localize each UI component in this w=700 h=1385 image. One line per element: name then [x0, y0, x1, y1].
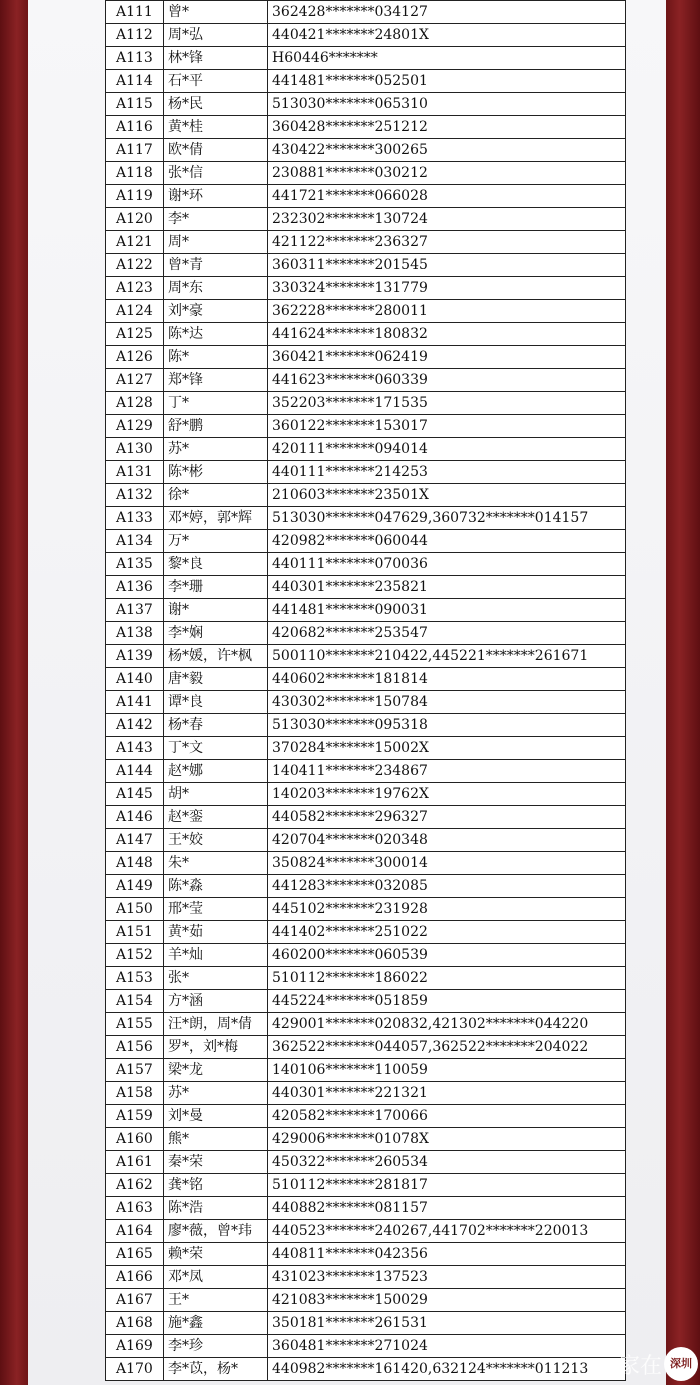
- cell-code: A158: [106, 1082, 164, 1105]
- cell-id-number: 440111*******070036: [268, 553, 626, 576]
- cell-id-number: 440811*******042356: [268, 1243, 626, 1266]
- table-row: [106, 277, 626, 300]
- cell-code: A127: [106, 369, 164, 392]
- cell-code: A170: [106, 1358, 164, 1381]
- cell-name: 龚*铭: [164, 1174, 268, 1197]
- cell-id-number: 441721*******066028: [268, 185, 626, 208]
- cell-code: A140: [106, 668, 164, 691]
- cell-id-number: 440982*******161420,632124*******011213: [268, 1358, 626, 1381]
- cell-id-number: 441481*******052501: [268, 70, 626, 93]
- cell-id-number: 352203*******171535: [268, 392, 626, 415]
- cell-id-number: 430302*******150784: [268, 691, 626, 714]
- table-row: [106, 461, 626, 484]
- cell-code: A143: [106, 737, 164, 760]
- cell-code: A121: [106, 231, 164, 254]
- table-row: [106, 875, 626, 898]
- cell-id-number: 440602*******181814: [268, 668, 626, 691]
- cell-code: A144: [106, 760, 164, 783]
- cell-code: A112: [106, 24, 164, 47]
- cell-name: 杨*民: [164, 93, 268, 116]
- cell-name: 欧*倩: [164, 139, 268, 162]
- table-row: [106, 392, 626, 415]
- cell-name: 陈*: [164, 346, 268, 369]
- cell-code: A138: [106, 622, 164, 645]
- cell-id-number: 445224*******051859: [268, 990, 626, 1013]
- cell-name: 郑*锋: [164, 369, 268, 392]
- table-row: [106, 70, 626, 93]
- cell-id-number: 440882*******081157: [268, 1197, 626, 1220]
- cell-code: A156: [106, 1036, 164, 1059]
- table-row: [106, 668, 626, 691]
- cell-code: A135: [106, 553, 164, 576]
- cell-id-number: H60446*******: [268, 47, 626, 70]
- cell-code: A160: [106, 1128, 164, 1151]
- table-row: [106, 898, 626, 921]
- cell-name: 熊*: [164, 1128, 268, 1151]
- cell-id-number: 140203*******19762X: [268, 783, 626, 806]
- cell-id-number: 513030*******047629,360732*******014157: [268, 507, 626, 530]
- table-row: [106, 415, 626, 438]
- cell-name: 陈*淼: [164, 875, 268, 898]
- cell-name: 丁*文: [164, 737, 268, 760]
- cell-code: A124: [106, 300, 164, 323]
- cell-id-number: 429001*******020832,421302*******044220: [268, 1013, 626, 1036]
- cell-code: A133: [106, 507, 164, 530]
- cell-id-number: 430422*******300265: [268, 139, 626, 162]
- cell-name: 羊*灿: [164, 944, 268, 967]
- table-row: [106, 1059, 626, 1082]
- cell-id-number: 360421*******062419: [268, 346, 626, 369]
- table-row: [106, 1335, 626, 1358]
- cell-name: 梁*龙: [164, 1059, 268, 1082]
- table-row: [106, 231, 626, 254]
- cell-name: 廖*薇，曾*玮: [164, 1220, 268, 1243]
- cell-name: 张*信: [164, 162, 268, 185]
- cell-code: A119: [106, 185, 164, 208]
- cell-id-number: 420704*******020348: [268, 829, 626, 852]
- cell-id-number: 330324*******131779: [268, 277, 626, 300]
- table-row: [106, 645, 626, 668]
- cell-name: 朱*: [164, 852, 268, 875]
- table-row: [106, 530, 626, 553]
- cell-name: 秦*荣: [164, 1151, 268, 1174]
- table-row: [106, 438, 626, 461]
- table-row: [106, 944, 626, 967]
- cell-id-number: 232302*******130724: [268, 208, 626, 231]
- cell-code: A136: [106, 576, 164, 599]
- cell-name: 曾*青: [164, 254, 268, 277]
- cell-code: A141: [106, 691, 164, 714]
- table-row: [106, 1197, 626, 1220]
- cell-code: A130: [106, 438, 164, 461]
- cell-name: 胡*: [164, 783, 268, 806]
- table-row: [106, 1174, 626, 1197]
- cell-id-number: 513030*******065310: [268, 93, 626, 116]
- table-row: [106, 1358, 626, 1381]
- cell-code: A114: [106, 70, 164, 93]
- cell-name: 汪*朗，周*倩: [164, 1013, 268, 1036]
- cell-name: 林*锋: [164, 47, 268, 70]
- table-row: [106, 1105, 626, 1128]
- right-frame-border: [666, 0, 700, 1385]
- cell-code: A115: [106, 93, 164, 116]
- cell-name: 杨*媛，许*枫: [164, 645, 268, 668]
- cell-code: A157: [106, 1059, 164, 1082]
- cell-id-number: 441402*******251022: [268, 921, 626, 944]
- cell-id-number: 500110*******210422,445221*******261671: [268, 645, 626, 668]
- cell-id-number: 431023*******137523: [268, 1266, 626, 1289]
- cell-name: 陈*达: [164, 323, 268, 346]
- cell-name: 徐*: [164, 484, 268, 507]
- cell-id-number: 350824*******300014: [268, 852, 626, 875]
- table-row: [106, 369, 626, 392]
- cell-code: A137: [106, 599, 164, 622]
- cell-code: A164: [106, 1220, 164, 1243]
- cell-name: 张*: [164, 967, 268, 990]
- cell-code: A122: [106, 254, 164, 277]
- cell-code: A167: [106, 1289, 164, 1312]
- table-row: [106, 484, 626, 507]
- cell-name: 罗*，刘*梅: [164, 1036, 268, 1059]
- cell-code: A161: [106, 1151, 164, 1174]
- table-row: [106, 1036, 626, 1059]
- cell-code: A154: [106, 990, 164, 1013]
- cell-id-number: 440111*******214253: [268, 461, 626, 484]
- cell-code: A168: [106, 1312, 164, 1335]
- cell-id-number: 421083*******150029: [268, 1289, 626, 1312]
- cell-id-number: 360122*******153017: [268, 415, 626, 438]
- watermark-badge: 深圳: [664, 1347, 698, 1381]
- cell-id-number: 140106*******110059: [268, 1059, 626, 1082]
- cell-name: 舒*鹏: [164, 415, 268, 438]
- cell-id-number: 230881*******030212: [268, 162, 626, 185]
- cell-name: 黄*桂: [164, 116, 268, 139]
- cell-name: 施*鑫: [164, 1312, 268, 1335]
- cell-code: A123: [106, 277, 164, 300]
- cell-code: A111: [106, 1, 164, 24]
- cell-code: A159: [106, 1105, 164, 1128]
- cell-name: 石*平: [164, 70, 268, 93]
- cell-name: 邓*凤: [164, 1266, 268, 1289]
- cell-id-number: 362228*******280011: [268, 300, 626, 323]
- cell-id-number: 420982*******060044: [268, 530, 626, 553]
- left-frame-border: [0, 0, 28, 1385]
- table-row: [106, 1, 626, 24]
- cell-name: 谢*: [164, 599, 268, 622]
- cell-id-number: 360481*******271024: [268, 1335, 626, 1358]
- cell-name: 刘*曼: [164, 1105, 268, 1128]
- cell-name: 赖*荣: [164, 1243, 268, 1266]
- table-row: [106, 760, 626, 783]
- cell-id-number: 440301*******221321: [268, 1082, 626, 1105]
- cell-code: A126: [106, 346, 164, 369]
- cell-id-number: 440301*******235821: [268, 576, 626, 599]
- table-row: [106, 162, 626, 185]
- cell-name: 苏*: [164, 438, 268, 461]
- table-row: [106, 553, 626, 576]
- cell-name: 黄*茹: [164, 921, 268, 944]
- table-row: [106, 1266, 626, 1289]
- cell-id-number: 440421*******24801X: [268, 24, 626, 47]
- table-row: [106, 300, 626, 323]
- cell-code: A155: [106, 1013, 164, 1036]
- cell-code: A148: [106, 852, 164, 875]
- cell-name: 李*珊: [164, 576, 268, 599]
- table-row: [106, 852, 626, 875]
- cell-id-number: 441623*******060339: [268, 369, 626, 392]
- cell-name: 赵*娜: [164, 760, 268, 783]
- cell-code: A128: [106, 392, 164, 415]
- cell-id-number: 441481*******090031: [268, 599, 626, 622]
- cell-name: 方*涵: [164, 990, 268, 1013]
- cell-code: A152: [106, 944, 164, 967]
- cell-code: A142: [106, 714, 164, 737]
- cell-name: 李*娴: [164, 622, 268, 645]
- cell-id-number: 440523*******240267,441702*******220013: [268, 1220, 626, 1243]
- lottery-result-table: [105, 0, 626, 1381]
- cell-name: 陈*浩: [164, 1197, 268, 1220]
- cell-code: A146: [106, 806, 164, 829]
- table-row: [106, 116, 626, 139]
- cell-code: A125: [106, 323, 164, 346]
- cell-name: 周*东: [164, 277, 268, 300]
- site-watermark: [618, 1347, 698, 1381]
- cell-code: A113: [106, 47, 164, 70]
- cell-name: 邢*莹: [164, 898, 268, 921]
- table-row: [106, 990, 626, 1013]
- cell-id-number: 360311*******201545: [268, 254, 626, 277]
- cell-code: A149: [106, 875, 164, 898]
- cell-id-number: 421122*******236327: [268, 231, 626, 254]
- cell-id-number: 350181*******261531: [268, 1312, 626, 1335]
- table-row: [106, 1289, 626, 1312]
- cell-name: 陈*彬: [164, 461, 268, 484]
- cell-id-number: 420682*******253547: [268, 622, 626, 645]
- table-row: [106, 346, 626, 369]
- table-row: [106, 1082, 626, 1105]
- cell-code: A162: [106, 1174, 164, 1197]
- table-row: [106, 1243, 626, 1266]
- table-row: [106, 1128, 626, 1151]
- cell-id-number: 445102*******231928: [268, 898, 626, 921]
- cell-code: A163: [106, 1197, 164, 1220]
- cell-code: A147: [106, 829, 164, 852]
- cell-id-number: 362428*******034127: [268, 1, 626, 24]
- cell-code: A166: [106, 1266, 164, 1289]
- cell-code: A129: [106, 415, 164, 438]
- cell-id-number: 510112*******186022: [268, 967, 626, 990]
- cell-code: A131: [106, 461, 164, 484]
- cell-name: 曾*: [164, 1, 268, 24]
- cell-name: 王*: [164, 1289, 268, 1312]
- cell-id-number: 441283*******032085: [268, 875, 626, 898]
- cell-id-number: 460200*******060539: [268, 944, 626, 967]
- cell-id-number: 370284*******15002X: [268, 737, 626, 760]
- cell-code: A169: [106, 1335, 164, 1358]
- table-row: [106, 185, 626, 208]
- cell-name: 黎*良: [164, 553, 268, 576]
- table-row: [106, 829, 626, 852]
- table-row: [106, 1013, 626, 1036]
- cell-id-number: 360428*******251212: [268, 116, 626, 139]
- table-row: [106, 47, 626, 70]
- cell-name: 丁*: [164, 392, 268, 415]
- cell-name: 李*: [164, 208, 268, 231]
- cell-name: 谭*良: [164, 691, 268, 714]
- table-row: [106, 323, 626, 346]
- table-row: [106, 737, 626, 760]
- cell-name: 李*苡，杨*: [164, 1358, 268, 1381]
- cell-code: A150: [106, 898, 164, 921]
- cell-code: A153: [106, 967, 164, 990]
- cell-id-number: 210603*******23501X: [268, 484, 626, 507]
- cell-name: 李*珍: [164, 1335, 268, 1358]
- table-row: [106, 24, 626, 47]
- table-row: [106, 139, 626, 162]
- cell-name: 邓*婷，郭*辉: [164, 507, 268, 530]
- table-row: [106, 254, 626, 277]
- cell-id-number: 420111*******094014: [268, 438, 626, 461]
- cell-id-number: 420582*******170066: [268, 1105, 626, 1128]
- cell-id-number: 450322*******260534: [268, 1151, 626, 1174]
- table-row: [106, 599, 626, 622]
- cell-id-number: 513030*******095318: [268, 714, 626, 737]
- cell-id-number: 429006*******01078X: [268, 1128, 626, 1151]
- cell-name: 杨*春: [164, 714, 268, 737]
- cell-code: A132: [106, 484, 164, 507]
- cell-name: 王*姣: [164, 829, 268, 852]
- cell-code: A165: [106, 1243, 164, 1266]
- table-row: [106, 93, 626, 116]
- table-row: [106, 1151, 626, 1174]
- cell-name: 刘*豪: [164, 300, 268, 323]
- table-row: [106, 691, 626, 714]
- table-row: [106, 783, 626, 806]
- cell-code: A118: [106, 162, 164, 185]
- cell-code: A117: [106, 139, 164, 162]
- cell-name: 周*: [164, 231, 268, 254]
- cell-name: 唐*毅: [164, 668, 268, 691]
- table-row: [106, 921, 626, 944]
- cell-name: 周*弘: [164, 24, 268, 47]
- cell-name: 万*: [164, 530, 268, 553]
- cell-name: 赵*銮: [164, 806, 268, 829]
- table-container: [105, 0, 625, 1381]
- cell-id-number: 510112*******281817: [268, 1174, 626, 1197]
- table-row: [106, 622, 626, 645]
- table-row: [106, 1220, 626, 1243]
- table-row: [106, 576, 626, 599]
- cell-id-number: 441624*******180832: [268, 323, 626, 346]
- table-row: [106, 806, 626, 829]
- cell-code: A134: [106, 530, 164, 553]
- cell-code: A139: [106, 645, 164, 668]
- cell-name: 谢*环: [164, 185, 268, 208]
- table-row: [106, 208, 626, 231]
- table-row: [106, 507, 626, 530]
- document-panel: [28, 0, 666, 1385]
- watermark-text: 家在: [617, 1353, 662, 1379]
- cell-name: 苏*: [164, 1082, 268, 1105]
- table-body: [106, 1, 626, 1381]
- cell-id-number: 140411*******234867: [268, 760, 626, 783]
- table-row: [106, 967, 626, 990]
- cell-code: A116: [106, 116, 164, 139]
- cell-id-number: 440582*******296327: [268, 806, 626, 829]
- table-row: [106, 1312, 626, 1335]
- table-row: [106, 714, 626, 737]
- cell-code: A120: [106, 208, 164, 231]
- cell-code: A151: [106, 921, 164, 944]
- cell-id-number: 362522*******044057,362522*******204022: [268, 1036, 626, 1059]
- cell-code: A145: [106, 783, 164, 806]
